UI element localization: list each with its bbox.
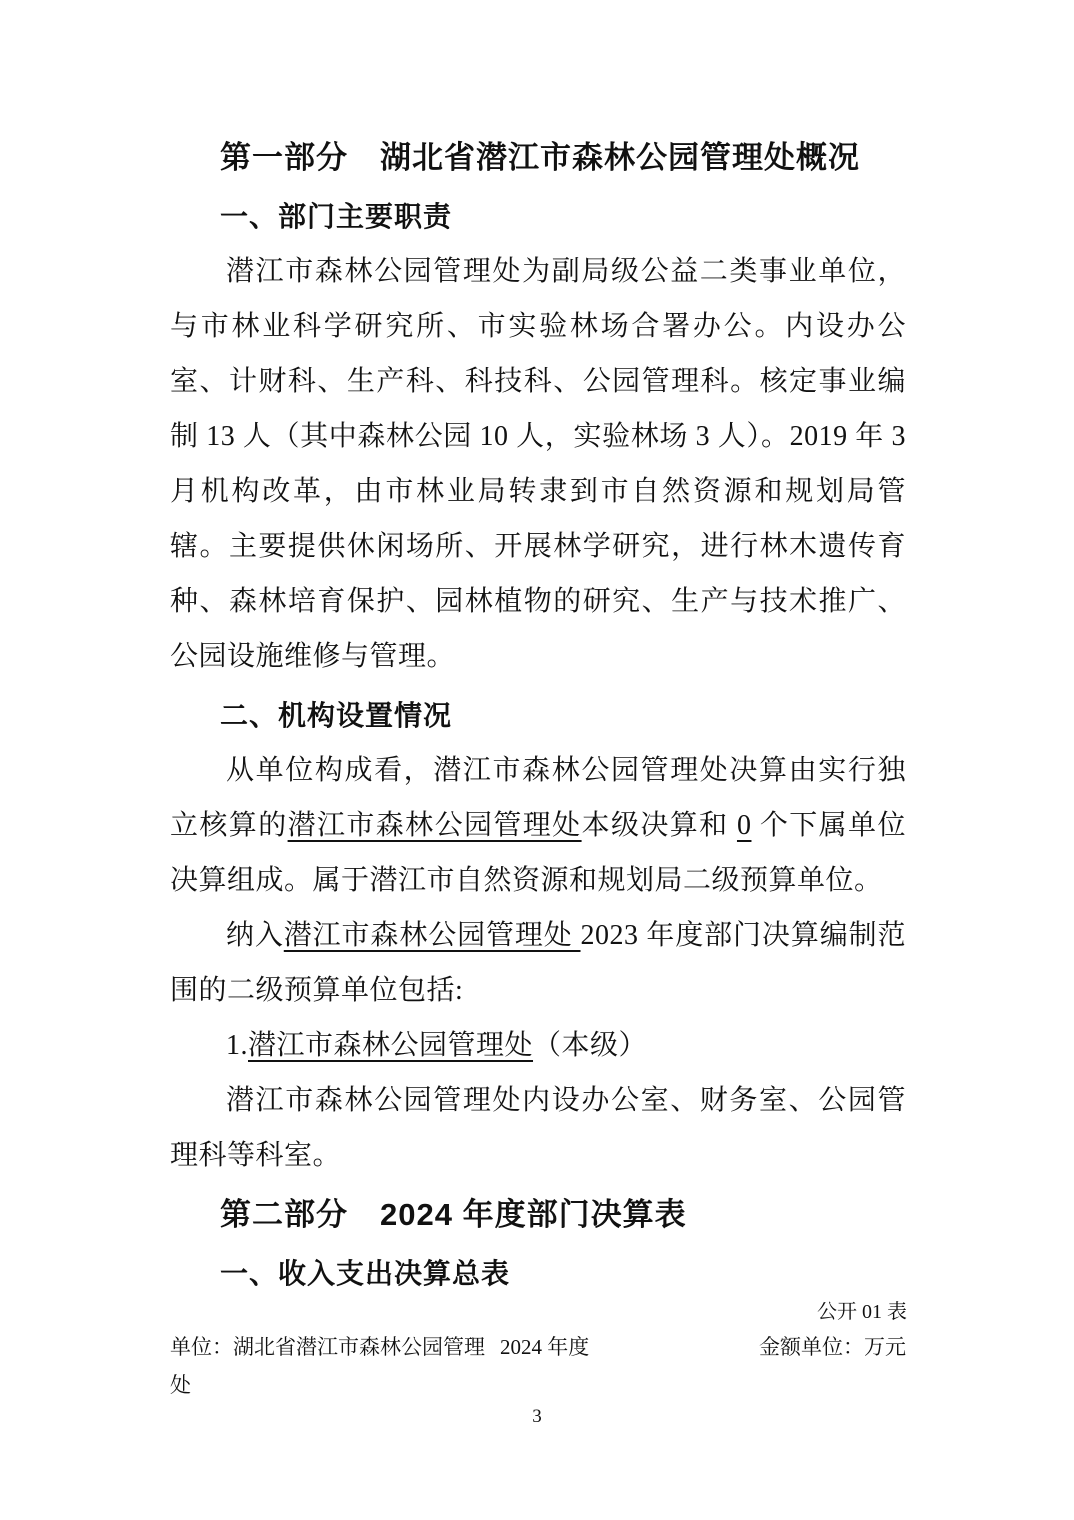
part1-heading: 第一部分 湖北省潜江市森林公园管理处概况 [220, 140, 860, 175]
unit-label: 单位：湖北省潜江市森林公园管理处 [170, 1335, 485, 1397]
table-meta-row [170, 1328, 906, 1404]
section-heading-org: 二、机构设置情况 [220, 700, 453, 731]
org-text-segment: 个下属单位决算组成。属于潜江市自然资源和规划局二级预算单位。 [170, 810, 906, 896]
underlined-subunit-count: 0 [736, 810, 752, 841]
underlined-unit-name: 潜江市森林公园管理处 [287, 810, 582, 841]
table-code-label: 公开 01 表 [817, 1301, 907, 1323]
org-text-segment: 从单位构成看，潜江市森林公园管理处决算由实行独立核算的 [170, 755, 906, 841]
page-number: 3 [532, 1406, 542, 1427]
paragraph-offices: 潜江市森林公园管理处内设办公室、财务室、公园管理科等科室。 [170, 1085, 906, 1171]
part2-heading: 第二部分 2024 年度部门决算表 [220, 1197, 687, 1232]
section-heading-summary-table: 一、收入支出决算总表 [220, 1258, 511, 1289]
scope-text-segment: 纳入 [226, 920, 284, 951]
paragraph-org-composition [170, 743, 906, 908]
underlined-unit-name: 潜江市森林公园管理处 [283, 920, 581, 951]
list-item-suffix: （本级） [533, 1030, 648, 1061]
underlined-unit-name: 潜江市森林公园管理处 [248, 1030, 534, 1061]
list-item-subunit-1 [170, 1018, 906, 1073]
amount-unit-label: 金额单位：万元 [759, 1335, 906, 1359]
paragraph-scope [170, 908, 906, 1018]
document-body [170, 130, 906, 1301]
list-item-number: 1. [226, 1030, 248, 1061]
section-heading-duties: 一、部门主要职责 [220, 201, 453, 232]
scope-text-segment: 2023 年度部门决算编制范围的二级预算单位包括: [170, 920, 906, 1006]
year-label: 2024 年度 [500, 1335, 590, 1359]
org-text-segment: 本级决算和 [581, 810, 737, 841]
paragraph-duties: 潜江市森林公园管理处为副局级公益二类事业单位，与市林业科学研究所、市实验林场合署办公。内设办公室、计财科、生产科、科技科、公园管理科。核定事业编制 13 人（其中森林公园 10 人，实验林场 3 人）。2019 年 3 月机构改革，由市林业局转隶到市自然资源和规划局管辖。主要提供休闲场所、开展林学研究，进行林木遗传育种、森林培育保护、园林植物的研究、生产与技术推广、公园设施维修与管理。 [170, 256, 906, 672]
